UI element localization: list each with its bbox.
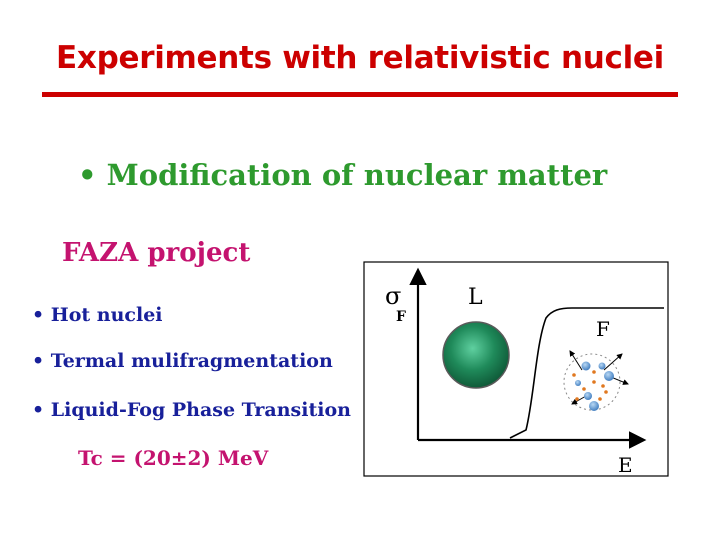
x-axis-label: E <box>618 453 633 477</box>
bullet-hot-nuclei: • Hot nuclei <box>32 304 163 326</box>
slide-title: Experiments with relativistic nuclei <box>56 40 664 76</box>
diagram-frame <box>364 262 668 476</box>
tc-formula: Tc = (20±2) MeV <box>78 446 269 470</box>
y-axis-subscript: F <box>396 309 406 325</box>
liquid-label: L <box>468 285 483 310</box>
transition-curve <box>510 308 664 438</box>
project-label: FAZA project <box>62 238 251 268</box>
bullet-liquid-fog-transition: • Liquid-Fog Phase Transition <box>32 399 351 421</box>
fog-label: F <box>596 317 610 341</box>
main-bullet: • Modification of nuclear matter <box>78 158 608 192</box>
title-underline <box>42 92 678 97</box>
y-axis-symbol: σ <box>385 282 402 310</box>
fragmenting-nucleus-icon <box>564 351 628 411</box>
liquid-drop-icon <box>443 322 509 388</box>
bullet-termal-multifragmentation: • Termal mulifragmentation <box>32 350 333 372</box>
phase-transition-diagram <box>360 258 680 488</box>
